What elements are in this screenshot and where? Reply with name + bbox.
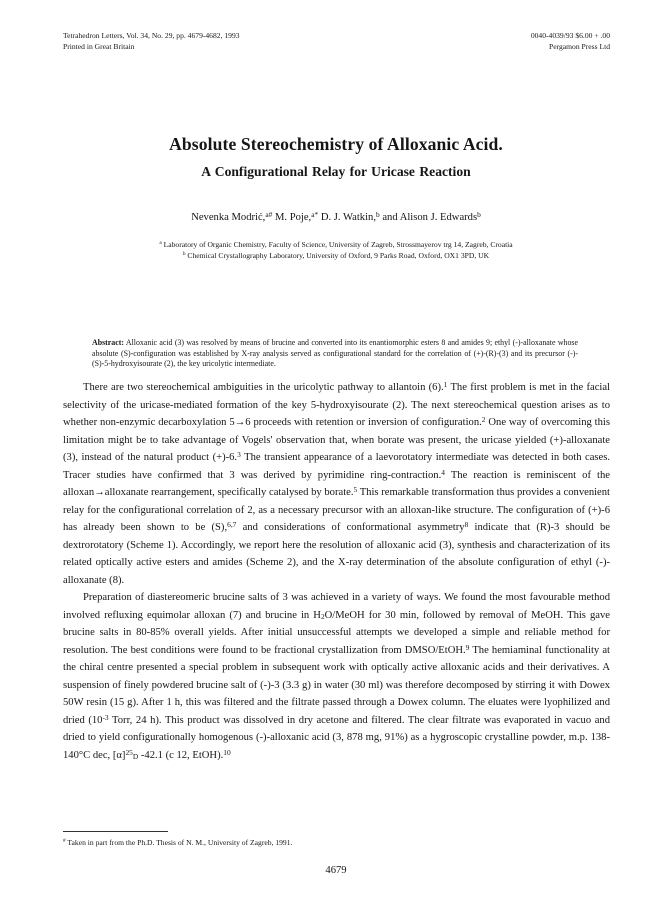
author-list [0, 212, 672, 223]
affiliation-text: Chemical Crystallography Laboratory, University of Oxford, 9 Parks Road, Oxford, OX1 3PD, UK [185, 251, 490, 260]
text-run: One way of overcoming this limitation might be to take advantage of Vogels' observation that, when borate was present, the uricase yielded (+)-alloxanate (3), instead of the natural product (+)-6. [63, 417, 610, 463]
citation-ref: 5 [353, 485, 358, 494]
text-run: and considerations of conformational asymmetry [236, 522, 465, 533]
subscript: 2 [320, 611, 325, 621]
text-run: -42.1 (c 12, EtOH). [138, 749, 224, 761]
journal-citation [63, 31, 240, 52]
citation-ref: 3 [237, 450, 241, 459]
abstract [92, 338, 578, 370]
publisher-info [531, 31, 610, 52]
text-run: The reaction is reminiscent of the alloxan→alloxanate rearrangement, specifically catalysed by borate. [63, 469, 610, 498]
affiliation-text: Laboratory of Organic Chemistry, Faculty of Science, University of Zagreb, Strossmayerov trg 14, Zagreb, Croatia [161, 240, 513, 249]
citation-ref: 10 [223, 747, 231, 757]
citation-ref: 4 [441, 467, 445, 477]
citation-ref: 6,7 [227, 520, 237, 529]
footnote-mark: # [63, 838, 66, 844]
affiliation-a [0, 240, 672, 249]
text-run: The hemiaminal functionality at the chiral centre presented a special problem in subsequent work with optically active alloxanic acids and their derivatives. A suspension of finely powdered brucine salt of (-)-3 (3.3 g) in water (30 ml) was therefore decomposed by stirring it with Dowex 50W resin (15 g). After 1 h, this was filtered and the filtrate passed through a Dowex column. The eluates were lyophilized and dried (10 [63, 644, 610, 726]
text-run: indicate that (R)-3 should be dextrorotatory (Scheme 1). Accordingly, we report here the resolution of alloxanic acid (3), synthesis and characterization of its related optically active esters and amides (Scheme 2), and the X-ray determination of the absolute configuration of ethyl (-)-alloxanate (8). [63, 522, 610, 586]
rotation-temperature: 25 [125, 747, 133, 757]
paragraph-2 [63, 589, 610, 764]
citation-ref: 2 [481, 415, 486, 424]
citation-ref: 8 [464, 520, 469, 529]
rotation-wavelength: D [132, 751, 139, 761]
paragraph-1 [63, 379, 610, 589]
author-name: Nevenka Modrić, [191, 212, 266, 223]
affiliation-mark: b [182, 251, 186, 257]
price-code: 0040-4039/93 $6.00 + .00 [530, 31, 610, 40]
citation-ref: 9 [465, 642, 470, 652]
abstract-label: Abstract: [92, 338, 124, 347]
text-run: Torr, 24 h). This product was dissolved in dry acetone and filtered. The clear filtrate was evaporated in vacuo and dried to yield configurationally homogenous (-)-alloxanic acid (3, 878 mg, 91%) as a hygroscopic crystalline powder, m.p. 138-140°C dec, [α] [63, 714, 610, 761]
abstract-text: Alloxanic acid (3) was resolved by means of brucine and converted into its enantiomorphic esters 8 and amides 9; ethyl (-)-alloxanate whose absolute (S)-configuration was established by X-ray analysis served as configurational standard for the correlation of (+)-(R)-(3) and its precursor (-)-(S)-5-hydroxyisourate (2), the key uricolytic intermediate. [92, 338, 578, 368]
footnote [63, 838, 292, 847]
text-run: There are two stereochemical ambiguities in the uricolytic pathway to allantoin (6). [83, 382, 444, 393]
article-title: Absolute Stereochemistry of Alloxanic Acid. [169, 134, 503, 154]
printed-in: Printed in Great Britain [63, 41, 135, 51]
author-mark: a* [311, 210, 319, 219]
affiliation-mark: a [159, 240, 162, 246]
text-run: This remarkable transformation thus provides a convenient relay for the configurational correlation of 2, as a necessary precursor with an alloxan-like structure. The configuration of (+)-6 has already been shown to be (S), [63, 487, 611, 533]
author-name: and Alison J. Edwards [379, 212, 478, 223]
publisher-name: Pergamon Press Ltd [548, 41, 610, 51]
text-run: The first problem is met in the facial selectivity of the uricase-mediated formation of the key 5-hydroxyisourate (2). The next stereochemical question arises as to whether non-enzymic decarboxylation 5→6 proceeds with retention or inversion of configuration. [63, 382, 610, 428]
author-mark: b [477, 210, 481, 219]
page-number: 4679 [325, 865, 347, 876]
journal-line: Tetrahedron Letters, Vol. 34, No. 29, pp. 4679-4682, 1993 [63, 31, 240, 40]
text-run: Preparation of diastereomeric brucine salts of 3 was achieved in a variety of ways. We found the most favourable method involved refluxing equimolar alloxan (7) and brucine in H [63, 592, 610, 621]
text-run: The transient appearance of a laevorotatory intermediate was detected in both cases. Tracer studies have confirmed that 3 was derived by pyrimidine ring-contraction. [63, 452, 610, 481]
article-subtitle: A Configurational Relay for Uricase Reaction [201, 164, 471, 179]
exponent: -3 [102, 712, 109, 722]
citation-ref: 1 [443, 380, 448, 389]
affiliation-b [0, 251, 672, 260]
footnote-divider [63, 831, 168, 832]
article-body [63, 379, 610, 764]
author-name: M. Poje, [272, 212, 312, 223]
author-mark: b [376, 210, 380, 219]
footnote-text: Taken in part from the Ph.D. Thesis of N. M., University of Zagreb, 1991. [65, 838, 293, 847]
author-mark: a# [265, 210, 273, 219]
author-name: D. J. Watkin, [318, 212, 376, 223]
text-run: O/MeOH for 30 min, followed by removal of MeOH. This gave brucine salts in 80-85% overall yields. After initial unsuccessful attempts we developed a simple and reliable method for resolution. The best conditions were found to be fractional crystallization from DMSO/EtOH. [63, 609, 610, 656]
